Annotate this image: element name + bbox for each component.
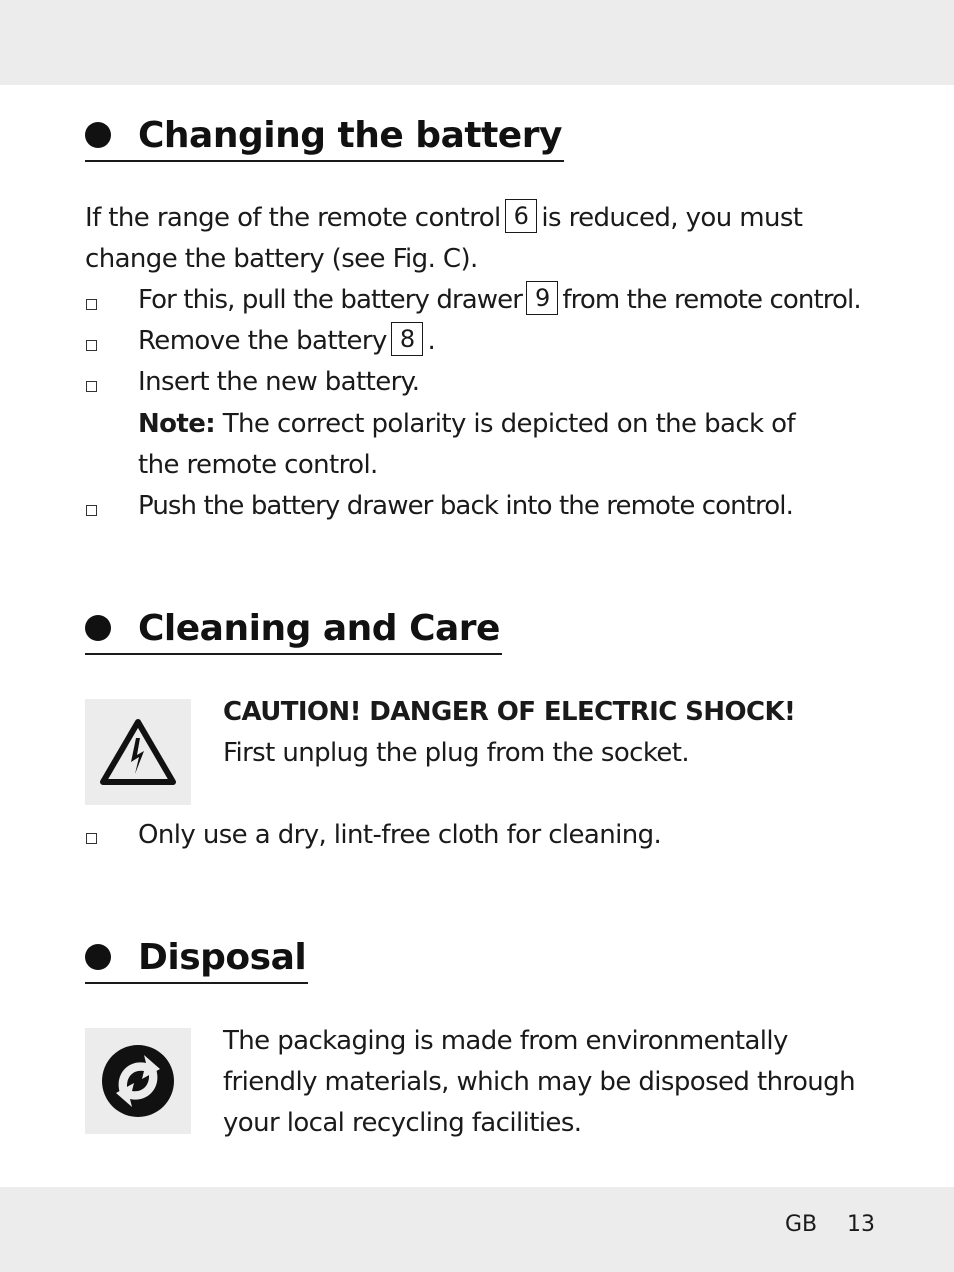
battery-step-3: Insert the new battery. (138, 367, 420, 397)
heading-bullet-icon (85, 944, 111, 970)
green-dot-recycling-icon (98, 1041, 178, 1121)
text: For this, pull the battery drawer (138, 285, 523, 315)
heading-bullet-icon (85, 615, 111, 641)
caution-title: CAUTION! DANGER OF ELECTRIC SHOCK! (223, 697, 796, 727)
heading-text: Changing the battery (138, 114, 562, 156)
disposal-text-line-2: friendly materials, which may be disposed through (223, 1067, 855, 1097)
ref-box: 8 (391, 322, 424, 356)
text: is reduced, you must (541, 203, 803, 233)
bullet-square-icon (86, 381, 97, 392)
bullet-square-icon (86, 340, 97, 351)
disposal-text-line-3: your local recycling facilities. (223, 1108, 582, 1138)
text: If the range of the remote control (85, 203, 501, 233)
heading-bullet-icon (85, 122, 111, 148)
text: The correct polarity is depicted on the back of (222, 409, 796, 439)
disposal-text-line-1: The packaging is made from environmentally (223, 1026, 788, 1056)
ref-box: 9 (526, 281, 558, 315)
text: Remove the battery (138, 326, 387, 356)
note-label: Note: (138, 409, 216, 439)
bullet-square-icon (86, 505, 97, 516)
battery-step-4: Push the battery drawer back into the remote control. (138, 491, 793, 521)
heading-changing-battery (85, 110, 564, 162)
heading-text: Cleaning and Care (138, 607, 500, 649)
battery-note-line-1 (138, 404, 795, 445)
heading-cleaning-care (85, 603, 502, 655)
warning-icon-box (85, 699, 191, 805)
battery-note-line-2: the remote control. (138, 450, 378, 480)
caution-text: First unplug the plug from the socket. (223, 738, 690, 768)
recycle-icon-box (85, 1028, 191, 1134)
ref-box: 6 (505, 199, 538, 233)
electric-shock-warning-icon (98, 716, 178, 788)
bullet-square-icon (86, 299, 97, 310)
heading-text: Disposal (138, 936, 307, 978)
footer-language: GB (785, 1212, 818, 1237)
battery-intro-line-1 (85, 198, 802, 239)
battery-step-1 (138, 280, 861, 321)
text: . (427, 326, 436, 356)
cleaning-step-1: Only use a dry, lint-free cloth for cleaning. (138, 820, 662, 850)
footer-page-number: 13 (847, 1212, 875, 1237)
battery-step-2 (138, 321, 435, 362)
text: from the remote control. (562, 285, 861, 315)
battery-intro-line-2: change the battery (see Fig. C). (85, 244, 478, 274)
bullet-square-icon (86, 833, 97, 844)
heading-disposal (85, 932, 308, 984)
top-band (0, 0, 954, 85)
